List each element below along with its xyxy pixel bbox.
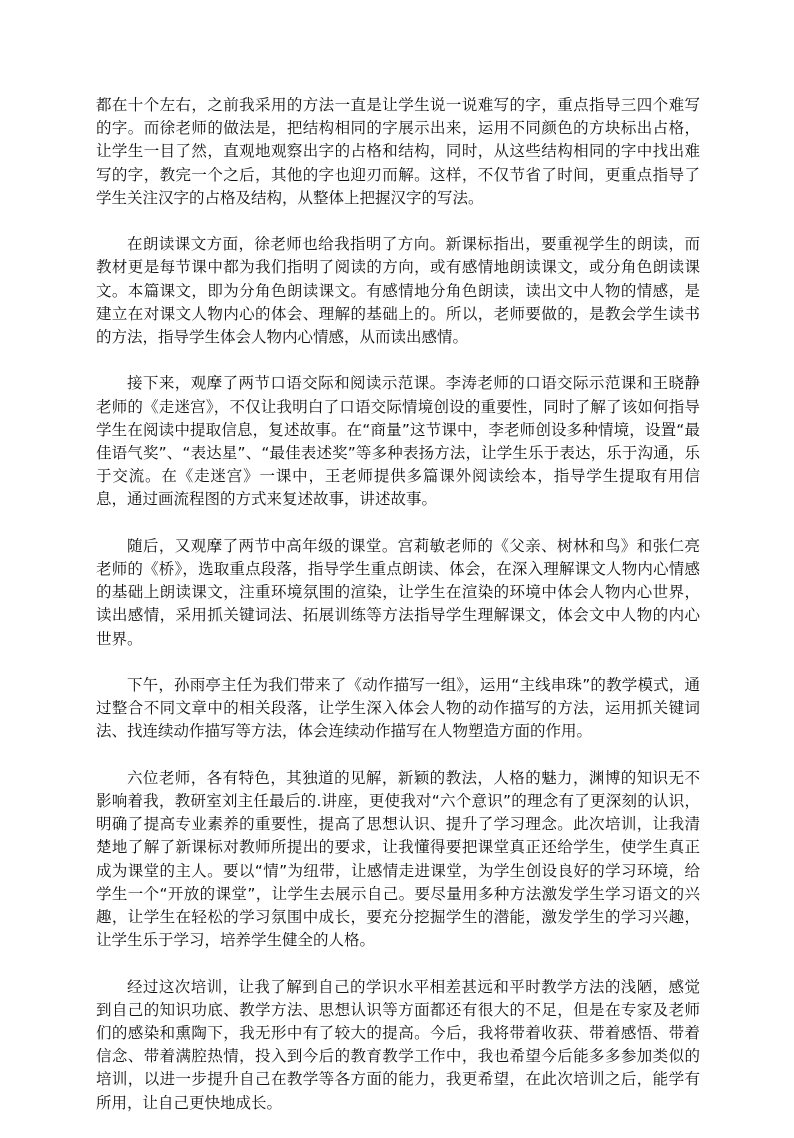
paragraph-3: 接下来，观摩了两节口语交际和阅读示范课。李涛老师的口语交际示范课和王晓静老师的《走迷宫》，不仅让我明白了口语交际情境创设的重要性，同时了解了该如何指导学生在阅读中提取信息，复述故事。在“商量”这节课中，李老师创设多种情境，设置“最佳语气奖”、“表达星”、“最佳表述奖”等多种表扬方法，让学生乐于表达，乐于沟通，乐于交流。在《走迷宫》一课中，王老师提供多篇课外阅读绘本，指导学生提取有用信息，通过画流程图的方式来复述故事，讲述故事。 (96, 374, 700, 509)
paragraph-4: 随后，又观摩了两节中高年级的课堂。宫莉敏老师的《父亲、树林和鸟》和张仁亮老师的《桥》，选取重点段落，指导学生重点朗读、体会，在深入理解课文人物内心情感的基础上朗读课文，注重环境氛围的渲染，让学生在渲染的环境中体会人物内心世界，读出感情，采用抓关键词法、拓展训练等方法指导学生理解课文，体会文中人物的内心世界。 (96, 536, 700, 648)
paragraph-1: 都在十个左右，之前我采用的方法一直是让学生说一说难写的字，重点指导三四个难写的字。而徐老师的做法是，把结构相同的字展示出来，运用不同颜色的方块标出占格，让学生一目了然，直观地观察出字的占格和结构，同时，从这些结构相同的字中找出难写的字，教完一个之后，其他的字也迎刃而解。这样，不仅节省了时间，更重点指导了学生关注汉字的占格及结构，从整体上把握汉字的写法。 (96, 96, 700, 207)
paragraph-2: 在朗读课文方面，徐老师也给我指明了方向。新课标指出，要重视学生的朗读，而教材更是每节课中都为我们指明了阅读的方向，或有感情地朗读课文，或分角色朗读课文。本篇课文，即为分角色朗读课文。有感情地分角色朗读，读出文中人物的情感，是建立在对课文人物内心的体会、理解的基础上的。所以，老师要做的，是教会学生读书的方法，指导学生体会人物内心情感，从而读出感情。 (96, 235, 700, 347)
paragraph-6: 六位老师，各有特色，其独道的见解，新颖的教法，人格的魅力，渊博的知识无不影响着我，教研室刘主任最后的.讲座，更使我对“六个意识”的理念有了更深刻的认识，明确了提高专业素养的重要性，提高了思想认识、提升了学习理念。此次培训，让我清楚地了解了新课标对教师所提出的要求，让我懂得要把课堂真正还给学生，使学生真正成为课堂的主人。要以“情”为纽带，让感情走进课堂，为学生创设良好的学习环境，给学生一个“开放的课堂”，让学生去展示自己。要尽量用多种方法激发学生学习语文的兴趣，让学生在轻松的学习氛围中成长，要充分挖掘学生的潜能，激发学生的学习兴趣，让学生乐于学习，培养学生健全的人格。 (96, 768, 700, 950)
document-page (96, 94, 700, 1138)
paragraph-5: 下午，孙雨亭主任为我们带来了《动作描写一组》，运用“主线串珠”的教学模式，通过整合不同文章中的相关段落，让学生深入体会人物的动作描写的方法，运用抓关键词法、找连续动作描写等方法，体会连续动作描写在人物塑造方面的作用。 (96, 676, 700, 741)
paragraph-7: 经过这次培训，让我了解到自己的学识水平相差甚远和平时教学方法的浅陋，感觉到自己的知识功底、教学方法、思想认识等方面都还有很大的不足，但是在专家及老师们的感染和熏陶下，我无形中有了较大的提高。今后，我将带着收获、带着感悟、带着信念、带着满腔热情，投入到今后的教育教学工作中，我也希望今后能多多参加类似的培训，以进一步提升自己在教学等各方面的能力，我更希望，在此次培训之后，能学有所用，让自己更快地成长。 (96, 977, 700, 1112)
